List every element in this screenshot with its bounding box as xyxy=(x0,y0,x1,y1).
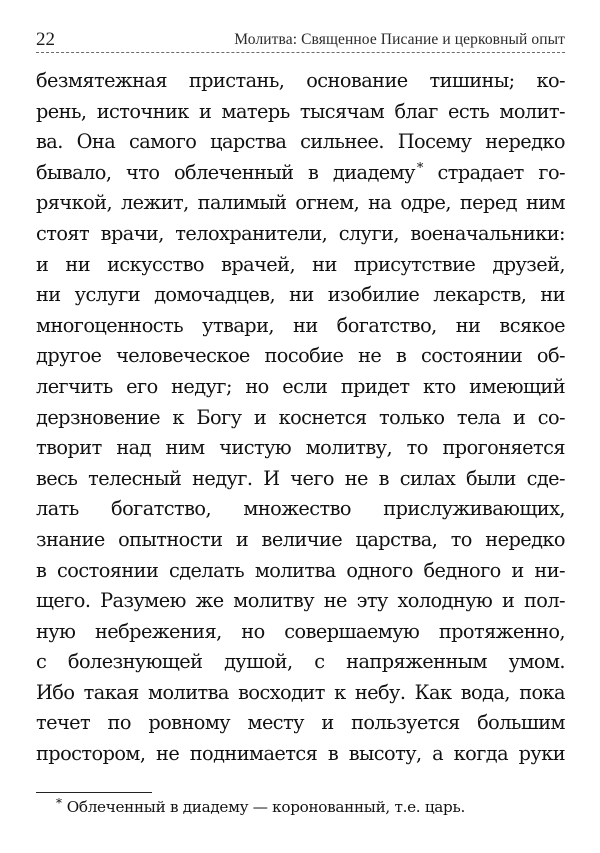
footnote-reference: * xyxy=(416,160,423,176)
text-line: весь телесный недуг. И чего не в силах были сде- xyxy=(36,466,565,490)
text-line: лать богатство, множество прислуживающих, xyxy=(36,497,565,521)
page-number: 22 xyxy=(36,29,55,50)
running-header xyxy=(36,26,565,50)
text-line: многоценность утвари, ни богатство, ни всякое xyxy=(36,313,565,337)
footnote xyxy=(56,797,465,817)
text-fragment: бывало, что облеченный в диадему xyxy=(36,160,415,184)
text-line: творит над ним чистую молитву, то прогоняется xyxy=(36,436,565,460)
text-line: ную небрежения, но совершаемую протяженно, xyxy=(36,619,565,643)
text-line: и ни искусство врачей, ни присутствие друзей, xyxy=(36,252,565,276)
running-title: Молитва: Священное Писание и церковный опыт xyxy=(234,31,565,48)
text-line: рень, источник и матерь тысячам благ есть молит- xyxy=(36,99,565,123)
body-text xyxy=(36,66,565,770)
text-fragment: страдает го- xyxy=(437,160,565,184)
text-line: другое человеческое пособие не в состоянии об- xyxy=(36,344,565,368)
footnote-marker: * xyxy=(56,796,62,810)
text-line: простором, не поднимается в высоту, а когда руки xyxy=(36,742,565,766)
text-line: течет по ровному месту и пользуется большим xyxy=(36,711,565,735)
text-line: ни услуги домочадцев, ни изобилие лекарств, ни xyxy=(36,283,565,307)
text-line: стоят врачи, телохранители, слуги, военачальники: xyxy=(36,221,565,245)
text-line: легчить его недуг; но если придет кто имеющий xyxy=(36,374,565,398)
footnote-divider xyxy=(36,792,152,793)
text-line: знание опытности и величие царства, то нередко xyxy=(36,527,565,551)
footnote-text: Облеченный в диадему — коронованный, т.е. царь. xyxy=(66,798,465,816)
text-line-with-footnote xyxy=(36,158,565,189)
text-line: рячкой, лежит, палимый огнем, на одре, перед ним xyxy=(36,191,565,215)
text-line: безмятежная пристань, основание тишины; ко- xyxy=(36,69,565,92)
text-line: дерзновение к Богу и коснется только тела и со- xyxy=(36,405,565,429)
text-line: ва. Она самого царства сильнее. Посему нередко xyxy=(36,130,565,154)
text-line: щего. Разумею же молитву не эту холодную и пол- xyxy=(36,589,565,613)
text-line: с болезнующей душой, с напряженным умом. xyxy=(36,650,565,674)
text-line: Ибо такая молитва восходит к небу. Как вода, пока xyxy=(36,680,565,704)
text-line: в состоянии сделать молитва одного бедного и ни- xyxy=(36,558,565,582)
header-divider xyxy=(36,52,565,53)
